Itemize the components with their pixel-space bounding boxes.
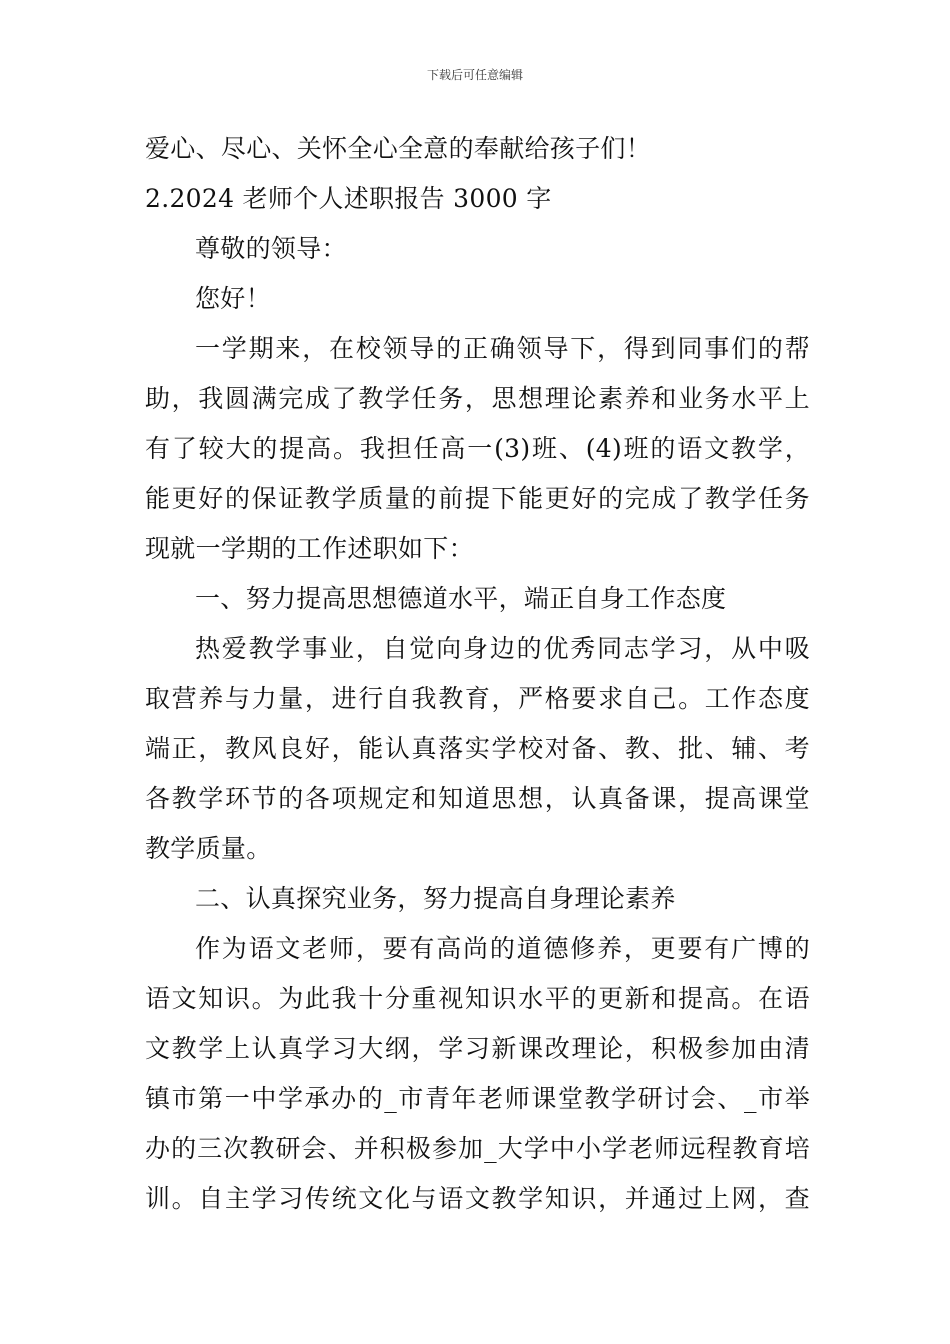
paragraph-line: 语文知识。为此我十分重视知识水平的更新和提高。在语 [145,984,810,1013]
section-title: 2.2024 老师个人述职报告 3000 字 [145,184,552,213]
paragraph-line: 办的三次教研会、并积极参加_大学中小学老师远程教育培 [145,1134,810,1163]
paragraph-line: 能更好的保证教学质量的前提下能更好的完成了教学任务 [145,484,810,513]
salutation: 尊敬的领导： [195,234,347,263]
page-header: 下载后可任意编辑 [426,68,523,82]
paragraph-line: 取营养与力量，进行自我教育，严格要求自己。工作态度 [145,684,810,713]
paragraph-line: 热爱教学事业，自觉向身边的优秀同志学习，从中吸 [195,634,810,663]
closing-line: 爱心、尽心、关怀全心全意的奉献给孩子们！ [145,134,652,163]
paragraph-line: 各教学环节的各项规定和知道思想，认真备课，提高课堂 [145,784,810,813]
paragraph-line: 端正，教风良好，能认真落实学校对备、教、批、辅、考 [145,734,810,763]
paragraph-line: 一学期来，在校领导的正确领导下，得到同事们的帮 [195,334,810,363]
paragraph-line: 教学质量。 [145,834,272,863]
paragraph-line: 作为语文老师，要有高尚的道德修养，更要有广博的 [195,934,810,963]
paragraph-line: 有了较大的提高。我担任高一(3)班、(4)班的语文教学， [145,434,810,463]
section-heading: 二、认真探究业务，努力提高自身理论素养 [195,884,676,913]
paragraph-line: 文教学上认真学习大纲，学习新课改理论，积极参加由清 [145,1034,810,1063]
paragraph-line: 现就一学期的工作述职如下： [145,534,474,563]
section-heading: 一、努力提高思想德道水平，端正自身工作态度 [195,584,727,613]
document-body [145,124,810,1224]
paragraph-line: 镇市第一中学承办的_市青年老师课堂教学研讨会、_市举 [145,1084,810,1113]
paragraph-line: 训。自主学习传统文化与语文教学知识，并通过上网，查 [145,1184,810,1213]
paragraph-line: 助，我圆满完成了教学任务，思想理论素养和业务水平上 [145,384,810,413]
greeting: 您好！ [195,284,271,313]
